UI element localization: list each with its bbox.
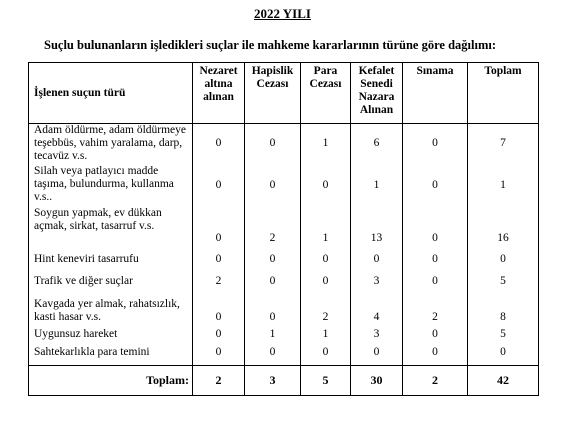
toplam-cell: 7 [468,124,539,165]
totals-row [29,366,539,396]
sinama-cell: 0 [403,245,468,266]
hapis-cell: 1 [245,324,301,341]
total-toplam: 42 [468,366,539,396]
total-kefalet: 30 [351,366,403,396]
crime-type-cell: Sahtekarlıkla para temini [29,341,193,366]
para-cell: 0 [301,165,351,207]
para-cell: 1 [301,207,351,245]
hapis-cell: 0 [245,245,301,266]
crime-type-cell: Kavgada yer almak, rahatsızlık, kasti hasar v.s. [29,288,193,324]
para-cell: 2 [301,288,351,324]
para-cell: 0 [301,245,351,266]
nezaret-cell: 0 [193,165,245,207]
hapis-cell: 0 [245,341,301,366]
total-para: 5 [301,366,351,396]
sinama-cell: 0 [403,266,468,288]
nezaret-cell: 0 [193,207,245,245]
table-row [29,341,539,366]
header-row [29,63,539,124]
sinama-cell: 0 [403,124,468,165]
table-caption: Suçlu bulunanların işledikleri suçlar ile mahkeme kararlarının türüne göre dağılımı: [44,38,497,52]
nezaret-cell: 0 [193,124,245,165]
sinama-cell: 0 [403,207,468,245]
crime-type-cell: Hint keneviri tasarrufu [29,245,193,266]
toplam-cell: 8 [468,288,539,324]
toplam-cell: 16 [468,207,539,245]
total-nezaret: 2 [193,366,245,396]
toplam-cell: 0 [468,245,539,266]
nezaret-cell: 2 [193,266,245,288]
para-cell: 1 [301,324,351,341]
total-sinama: 2 [403,366,468,396]
para-cell: 1 [301,124,351,165]
kefalet-cell: 0 [351,341,403,366]
sinama-cell: 0 [403,165,468,207]
table-row [29,207,539,245]
header-crime-type: İşlenen suçun türü [29,63,193,124]
table-row [29,266,539,288]
sinama-cell: 0 [403,341,468,366]
page-title-text: 2022 YILI [254,6,311,21]
kefalet-cell: 0 [351,245,403,266]
kefalet-cell: 3 [351,266,403,288]
table-row [29,165,539,207]
crime-type-cell: Soygun yapmak, ev dükkan açmak, sirkat, tasarruf v.s. [29,207,193,245]
total-hapis: 3 [245,366,301,396]
table-row [29,245,539,266]
sinama-cell: 2 [403,288,468,324]
hapis-cell: 2 [245,207,301,245]
table-row [29,124,539,165]
header-kefalet: Kefalet Senedi Nazara Alınan [351,63,403,124]
toplam-cell: 5 [468,324,539,341]
para-cell: 0 [301,341,351,366]
crime-type-cell: Uygunsuz hareket [29,324,193,341]
hapis-cell: 0 [245,165,301,207]
hapis-cell: 0 [245,288,301,324]
para-cell: 0 [301,266,351,288]
table-row [29,324,539,341]
toplam-cell: 1 [468,165,539,207]
kefalet-cell: 1 [351,165,403,207]
nezaret-cell: 0 [193,341,245,366]
nezaret-cell: 0 [193,245,245,266]
header-para: Para Cezası [301,63,351,124]
toplam-cell: 5 [468,266,539,288]
kefalet-cell: 3 [351,324,403,341]
toplam-cell: 0 [468,341,539,366]
totals-label: Toplam: [29,366,193,396]
hapis-cell: 0 [245,124,301,165]
hapis-cell: 0 [245,266,301,288]
header-nezaret: Nezaret altına alınan [193,63,245,124]
header-toplam: Toplam [468,63,539,124]
sinama-cell: 0 [403,324,468,341]
header-hapis: Hapislik Cezası [245,63,301,124]
header-sinama: Sınama [403,63,468,124]
crime-distribution-table [28,62,539,396]
crime-type-cell: Trafik ve diğer suçlar [29,266,193,288]
kefalet-cell: 4 [351,288,403,324]
crime-type-cell: Adam öldürme, adam öldürmeye teşebbüs, vahim yaralama, darp, tecavüz v.s. [29,124,193,165]
kefalet-cell: 6 [351,124,403,165]
page-title [0,6,565,22]
kefalet-cell: 13 [351,207,403,245]
nezaret-cell: 0 [193,288,245,324]
table-row [29,288,539,324]
nezaret-cell: 0 [193,324,245,341]
crime-type-cell: Silah veya patlayıcı madde taşıma, bulundurma, kullanma v.s.. [29,165,193,207]
